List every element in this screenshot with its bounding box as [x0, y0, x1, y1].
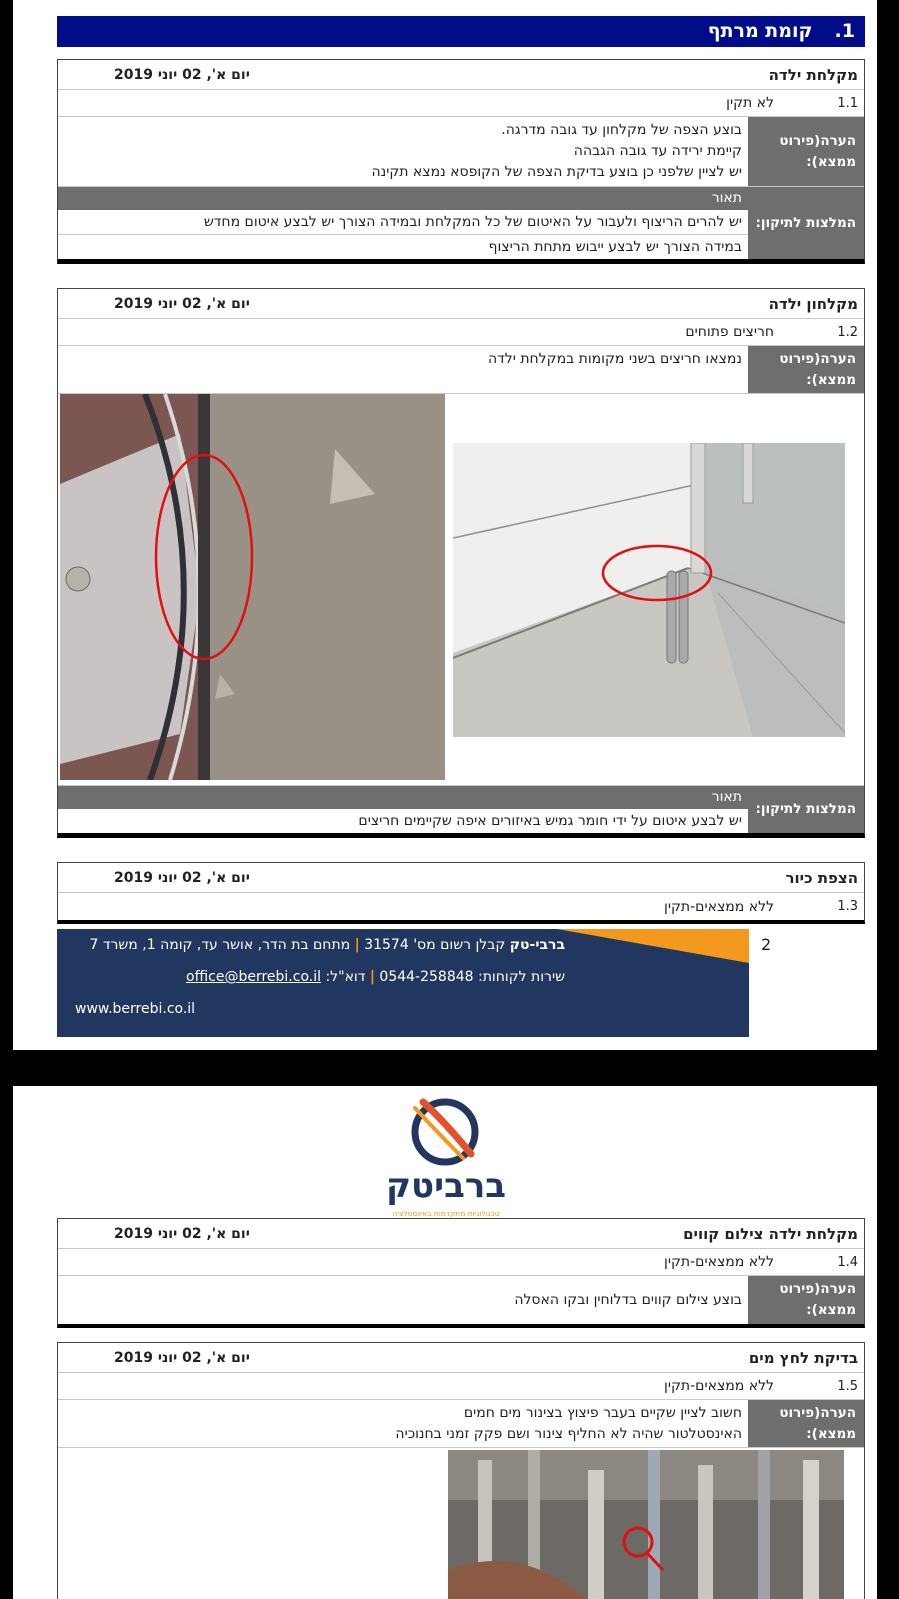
finding-block-1-3	[57, 862, 865, 924]
sealing-gap-photo	[60, 394, 445, 780]
finding-title: הצפת כיור	[785, 868, 858, 887]
shower-corner-photo	[453, 443, 845, 737]
finding-title: מקלחון ילדה	[768, 294, 858, 313]
finding-title: בדיקת לחץ מים	[748, 1348, 858, 1367]
company-logo	[375, 1092, 517, 1222]
finding-block-1-4	[57, 1218, 865, 1328]
finding-title: מקלחת ילדה	[768, 65, 858, 84]
note-row	[58, 117, 864, 187]
finding-title-row	[58, 1343, 864, 1373]
finding-item-row	[58, 893, 864, 920]
recommendation-line: יש לבצע איטום על ידי חומר גמיש באיזורים איפה שקיימים חריצים	[358, 813, 742, 829]
item-number: 1.2	[837, 324, 858, 340]
footer-website-link[interactable]: www.berrebi.co.il	[75, 1001, 196, 1017]
note-label: הערה(פירוט ממצא):	[748, 1400, 864, 1447]
water-pipes-photo	[448, 1450, 844, 1599]
finding-date: יום א', 02 יוני 2019	[114, 66, 250, 83]
item-number: 1.1	[837, 95, 858, 111]
note-label: הערה(פירוט ממצא):	[748, 346, 864, 393]
page-number: 2	[761, 935, 772, 954]
recommendation-section	[58, 786, 864, 833]
finding-item-row	[58, 1249, 864, 1276]
recommendation-content	[58, 786, 748, 833]
recommendation-label: המלצות לתיקון:	[748, 187, 864, 259]
note-line: חשוב לציין שקיים בעבר פיצוץ בצינור מים חמים	[463, 1405, 742, 1421]
note-label: הערה(פירוט ממצא):	[748, 1276, 864, 1324]
note-body	[58, 1276, 748, 1324]
footer-email-link[interactable]: office@berrebi.co.il	[186, 969, 321, 985]
item-status: לא תקין	[726, 95, 774, 111]
footer-brand: ברבי-טק	[509, 937, 565, 953]
item-number: 1.5	[837, 1378, 858, 1394]
finding-title: מקלחת ילדה צילום קווים	[683, 1224, 858, 1243]
section-header	[57, 16, 865, 47]
footer-separator: |	[354, 937, 360, 953]
recommendation-line: יש להרים הריצוף ולעבור על האיטום של כל המקלחת ובמידה הצורך יש לבצע איטום מחדש	[58, 210, 748, 235]
note-line: יש לציין שלפני כן בוצע בדיקת הצפה של הקופסא נמצא תקינה	[371, 164, 742, 180]
note-line: קיימת ירידה עד גובה הגבהה	[573, 143, 742, 159]
recommendation-header: תאור	[58, 187, 748, 210]
item-number: 1.4	[837, 1254, 858, 1270]
finding-date: יום א', 02 יוני 2019	[114, 1349, 250, 1366]
finding-date: יום א', 02 יוני 2019	[114, 1225, 250, 1242]
photo-area	[58, 1448, 864, 1599]
recommendation-content	[58, 187, 748, 259]
note-line: בוצע צילום קווים בדלוחין ובקו האסלה	[514, 1291, 742, 1308]
section-title: קומת מרתף	[707, 20, 813, 42]
note-body	[58, 346, 748, 393]
company-footer	[57, 929, 749, 1037]
finding-date: יום א', 02 יוני 2019	[114, 869, 250, 886]
footer-separator: |	[369, 969, 375, 985]
finding-title-row	[58, 1219, 864, 1249]
footer-email-label: דוא"ל:	[325, 969, 366, 985]
recommendation-label: המלצות לתיקון:	[748, 786, 864, 833]
logo-text: ברביטק	[385, 1166, 507, 1206]
item-status: ללא ממצאים-תקין	[664, 1254, 774, 1270]
finding-block-1-2	[57, 288, 865, 838]
recommendation-line: במידה הצורך יש לבצע ייבוש מתחת הריצוף	[488, 239, 742, 255]
finding-block-1-5	[57, 1342, 865, 1599]
item-status: חריצים פתוחים	[685, 324, 774, 340]
note-line: נמצאו חריצים בשני מקומות במקלחת ילדה	[488, 351, 742, 367]
finding-item-row	[58, 319, 864, 346]
finding-title-row	[58, 289, 864, 319]
photo-area	[58, 394, 864, 786]
note-label: הערה(פירוט ממצא):	[748, 117, 864, 186]
finding-title-row	[58, 863, 864, 893]
note-body	[58, 1400, 748, 1447]
footer-address: מתחם בת הדר, אושר עד, קומה 1, משרד 7	[89, 937, 351, 953]
note-line: בוצע הצפה של מקלחון עד גובה מדרגה.	[501, 122, 742, 138]
finding-block-1-1	[57, 59, 865, 264]
finding-item-row	[58, 1373, 864, 1400]
item-status: ללא ממצאים-תקין	[664, 898, 774, 915]
footer-license: קבלן רשום מס' 31574	[364, 937, 506, 953]
report-page-2	[13, 1086, 877, 1599]
logo-tagline: טכנולוגיות מתקדמות באינסטלציה	[392, 1209, 500, 1218]
finding-item-row	[58, 90, 864, 117]
note-body	[58, 117, 748, 186]
recommendation-section	[58, 187, 864, 259]
item-status: ללא ממצאים-תקין	[664, 1378, 774, 1394]
section-number: 1.	[834, 20, 855, 42]
note-row	[58, 1276, 864, 1324]
finding-title-row	[58, 60, 864, 90]
footer-phone: שירות לקוחות: 0544-258848	[379, 969, 565, 985]
footer-line-2	[186, 969, 565, 985]
note-line: האינסטלטור שהיה לא החליף צינור ושם פקק זמני בחנוכיה	[395, 1426, 742, 1442]
recommendation-header: תאור	[58, 786, 748, 809]
item-number: 1.3	[837, 899, 858, 914]
note-row	[58, 1400, 864, 1448]
note-row	[58, 346, 864, 394]
finding-date: יום א', 02 יוני 2019	[114, 295, 250, 312]
report-page-1	[13, 0, 877, 1050]
footer-line-1	[89, 937, 565, 953]
